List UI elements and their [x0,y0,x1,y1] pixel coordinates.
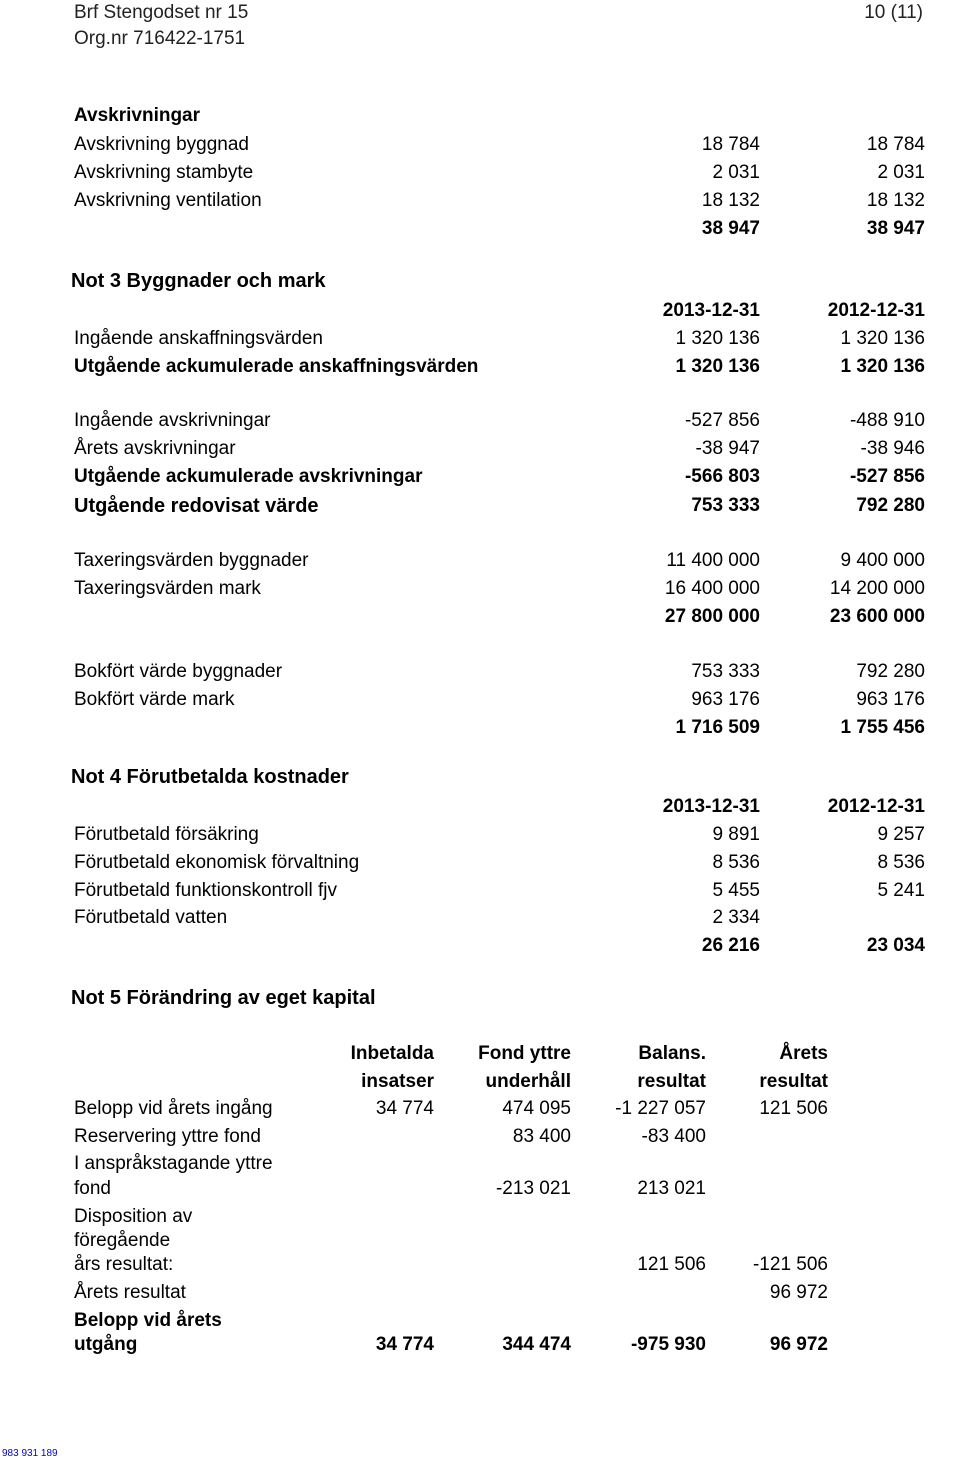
page-number: 10 (11) [864,2,923,23]
table-row: Disposition av föregående års resultat: 121 506 -121 506 [74,1206,828,1275]
table-row: Ingående avskrivningar -527 856 -488 910 [74,410,925,431]
org-name: Brf Stengodset nr 15 [74,2,249,23]
table-row: Taxeringsvärden mark 16 400 000 14 200 000 [74,578,925,599]
table-row: Reservering yttre fond 83 400 -83 400 [74,1126,706,1147]
table-row: Utgående ackumulerade avskrivningar -566 803 -527 856 [74,466,925,487]
table-row: Utgående redovisat värde 753 333 792 280 [74,495,925,517]
table-row: Förutbetald ekonomisk förvaltning 8 536 8 536 [74,852,925,873]
table-total: Belopp vid årets utgång 34 774 344 474 -975 930 96 972 [74,1310,828,1355]
table-row: Bokfört värde byggnader 753 333 792 280 [74,661,925,682]
table-total: 1 716 509 1 755 456 [675,717,925,738]
table-row: Avskrivning stambyte 2 031 2 031 [74,162,925,183]
note5-title: Not 5 Förändring av eget kapital [71,987,376,1009]
table-row: Avskrivning byggnad 18 784 18 784 [74,134,925,155]
note4-title: Not 4 Förutbetalda kostnader [71,766,349,788]
table-row: Årets resultat 96 972 [74,1282,828,1303]
table-row: Taxeringsvärden byggnader 11 400 000 9 400 000 [74,550,925,571]
table-row: Årets avskrivningar -38 947 -38 946 [74,438,925,459]
table-row: Bokfört värde mark 963 176 963 176 [74,689,925,710]
table-row: Förutbetald funktionskontroll fjv 5 455 5 241 [74,880,925,901]
table-row: Ingående anskaffningsvärden 1 320 136 1 320 136 [74,328,925,349]
document-id: 983 931 189 [2,1448,58,1459]
table-row: Utgående ackumulerade anskaffningsvärden 1 320 136 1 320 136 [74,356,925,377]
depreciation-title: Avskrivningar [74,105,201,126]
column-headers: Inbetalda insatser Fond yttre underhåll Balans. resultat Årets resultat [350,1043,828,1092]
table-row: Förutbetald försäkring 9 891 9 257 [74,824,925,845]
table-row: Avskrivning ventilation 18 132 18 132 [74,190,925,211]
column-headers: 2013-12-31 2012-12-31 [662,796,925,817]
table-row: I anspråkstagande yttre fond -213 021 213 021 [74,1153,706,1199]
org-header [74,0,248,52]
table-row: Belopp vid årets ingång 34 774 474 095 -1 227 057 121 506 [74,1098,828,1119]
column-headers: 2013-12-31 2012-12-31 [662,300,925,321]
table-total: 27 800 000 23 600 000 [664,606,925,627]
table-total: 26 216 23 034 [701,935,925,956]
table-row: Förutbetald vatten 2 334 [74,907,760,928]
note3-title: Not 3 Byggnader och mark [71,270,326,292]
org-number: Org.nr 716422-1751 [74,28,246,49]
table-total: 38 947 38 947 [701,218,925,239]
